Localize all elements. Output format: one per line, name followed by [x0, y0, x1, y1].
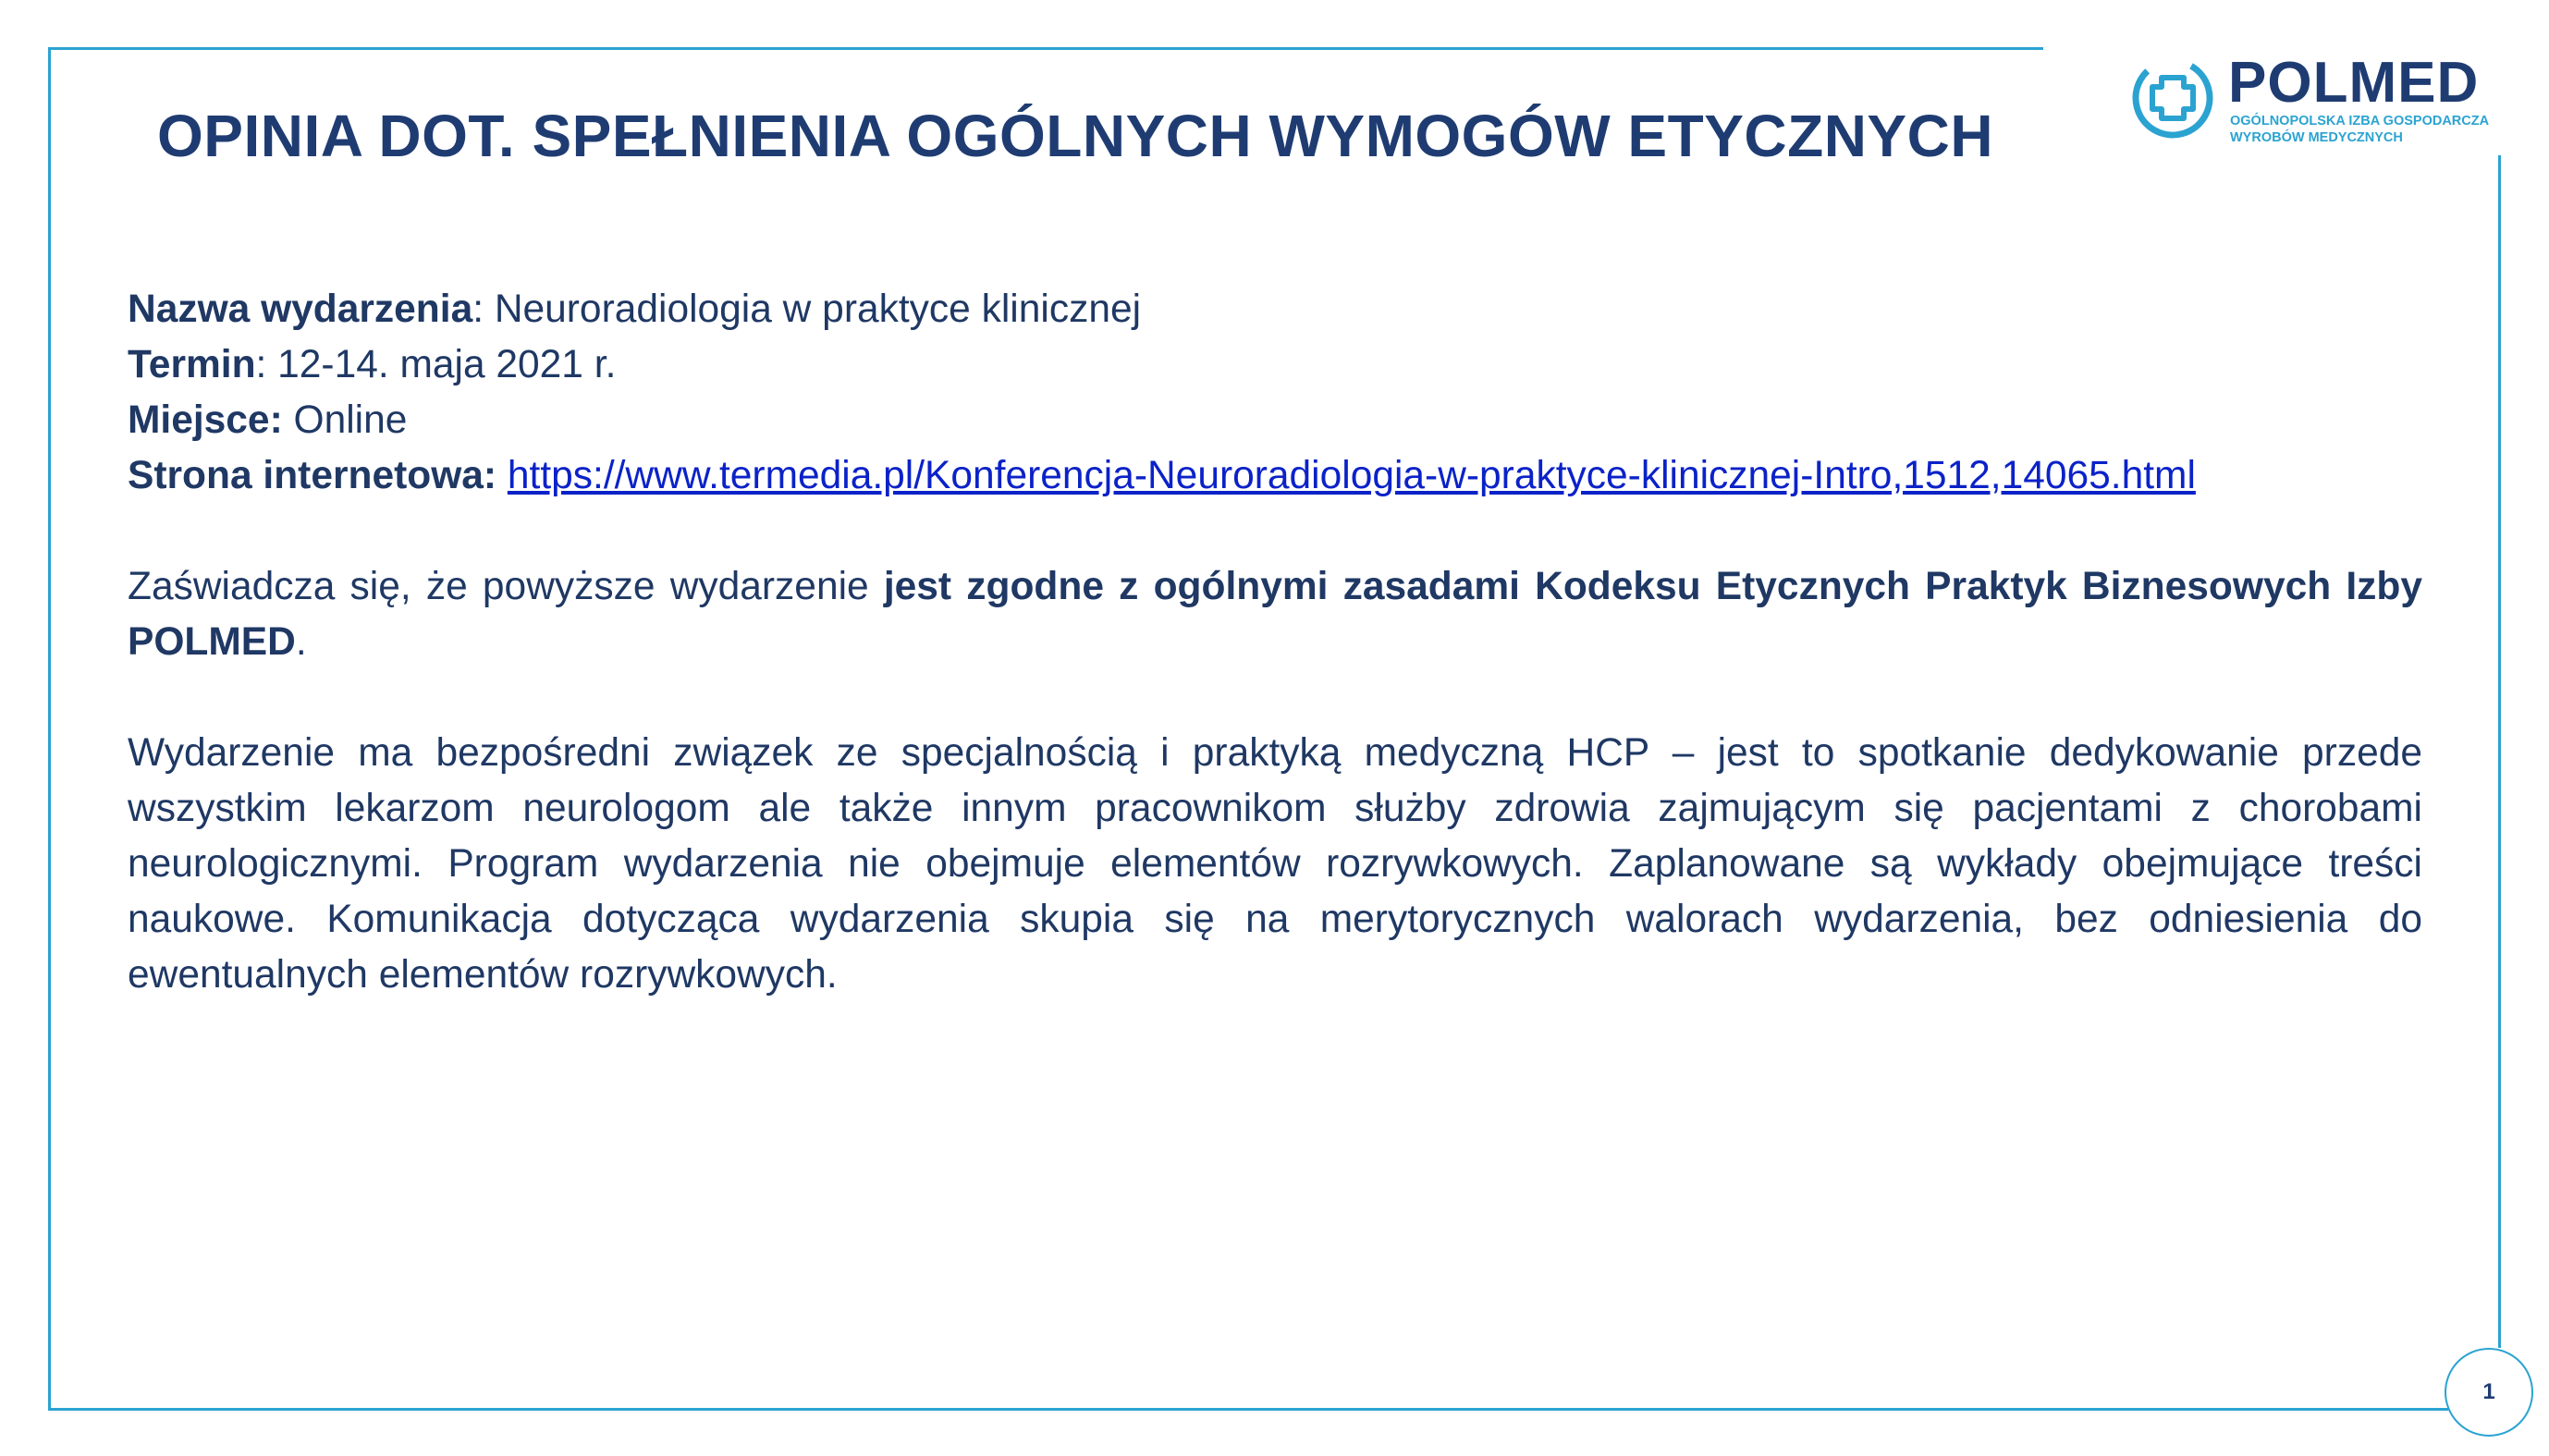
- polmed-logo: [2130, 51, 2500, 148]
- certification-prefix: Zaświadcza się, że powyższe wydarzenie: [128, 565, 884, 608]
- logo-subtitle-line-2: WYROBÓW MEDYCZNYCH: [2230, 130, 2403, 145]
- event-place-label: Miejsce:: [128, 398, 283, 442]
- logo-subtitle: [2230, 113, 2489, 146]
- frame-bottom-line: [48, 1408, 2448, 1411]
- event-date-row: [128, 337, 2422, 393]
- event-date-value: : 12-14. maja 2021 r.: [255, 343, 617, 386]
- frame-left-line: [48, 47, 51, 1408]
- page-number-badge: [2445, 1348, 2533, 1437]
- logo-name: POLMED: [2228, 51, 2480, 115]
- description-paragraph: Wydarzenie ma bezpośredni związek ze specjalnością i praktyką medyczną HCP – jest to spotkanie dedykowanie przede wszystkim lekarzom neurologom ale także innym pracownikom służby zdrowia zajmującym się pacjentami z chorobami neurologicznymi. Program wydarzenia nie obejmuje elementów rozrywkowych. Zaplanowane są wykłady obejmujące treści naukowe. Komunikacja dotycząca wydarzenia skupia się na merytorycznych walorach wydarzenia, bez odniesienia do ewentualnych elementów rozrywkowych.: [128, 731, 2422, 997]
- event-website-link[interactable]: https://www.termedia.pl/Konferencja-Neuroradiologia-w-praktyce-klinicznej-Intro,1512,14065.html: [507, 454, 2196, 497]
- certification-suffix: .: [295, 620, 307, 664]
- frame-right-line: [2498, 155, 2501, 1348]
- certification-paragraph: [128, 559, 2422, 670]
- document-body: [128, 282, 2422, 1003]
- event-website-row: [128, 448, 2422, 504]
- polmed-cross-icon: [2130, 55, 2215, 141]
- certification-bold-text: jest zgodne z ogólnymi zasadami Kodeksu Etycznych Praktyk Biznesowych Izby POLMED: [128, 565, 2422, 664]
- event-name-value: : Neuroradiologia w praktyce klinicznej: [472, 288, 1142, 331]
- event-name-label: Nazwa wydarzenia: [128, 288, 473, 331]
- page-number: 1: [2482, 1379, 2495, 1404]
- event-date-label: Termin: [128, 343, 256, 386]
- frame-top-line: [48, 47, 2043, 50]
- logo-subtitle-line-1: OGÓLNOPOLSKA IZBA GOSPODARCZA: [2230, 114, 2490, 128]
- event-place-row: [128, 393, 2422, 448]
- event-place-value: Online: [282, 398, 408, 442]
- event-name-row: [128, 282, 2422, 337]
- page-title: OPINIA DOT. SPEŁNIENIA OGÓLNYCH WYMOGÓW ETYCZNYCH: [157, 103, 1994, 169]
- event-website-label: Strona internetowa:: [128, 454, 497, 497]
